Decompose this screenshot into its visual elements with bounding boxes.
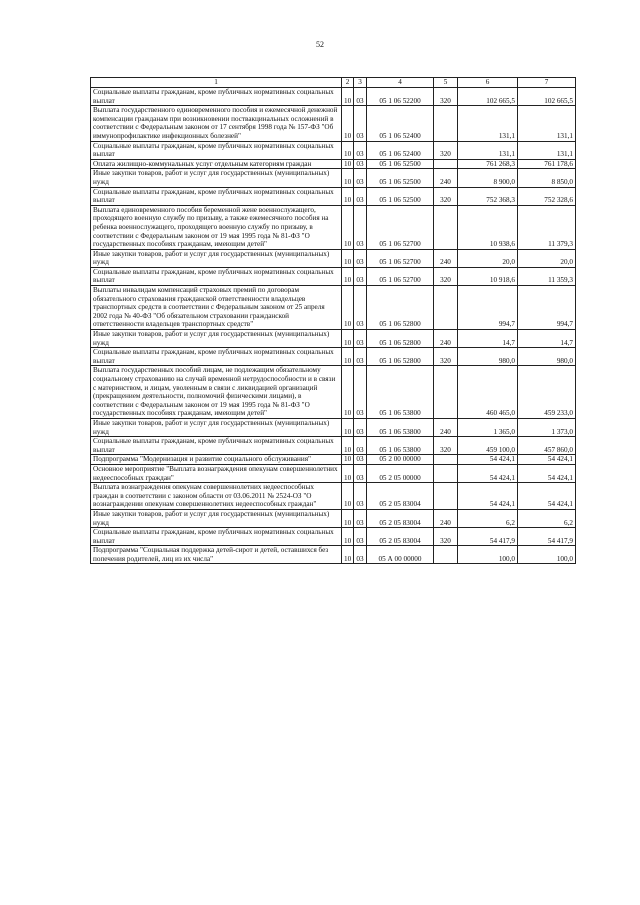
row-sum-year-2-cell: 102 665,5 xyxy=(518,88,576,106)
row-target-code-cell: 05 1 06 52800 xyxy=(367,330,434,348)
column-header-sum-year-2: 7 xyxy=(518,78,576,88)
row-section-cell: 10 xyxy=(342,169,354,187)
row-name-cell: Подпрограмма "Модернизация и развитие социального обслуживания" xyxy=(91,455,342,465)
row-sum-year-1-cell: 10 938,6 xyxy=(458,205,518,249)
row-section-cell: 10 xyxy=(342,159,354,169)
table-row xyxy=(91,141,576,159)
row-sum-year-1-cell: 994,7 xyxy=(458,286,518,330)
column-header-sum-year-1: 6 xyxy=(458,78,518,88)
table-row xyxy=(91,88,576,106)
row-sum-year-1-cell: 100,0 xyxy=(458,546,518,564)
row-name-cell: Подпрограмма "Социальная поддержка детей-сирот и детей, оставшихся без попечения родителей, лиц из их числа" xyxy=(91,546,342,564)
row-subsection-cell: 03 xyxy=(354,528,367,546)
row-name-cell: Выплата единовременного пособия беременной жене военнослужащего, проходящего военную службу по призыву, а также ежемесячного пособия на ребенка военнослужащего, проходящего военную службу по призыву, в соответствии с Федеральным законом от 19 мая 1995 года № 81-ФЗ "О государственных пособиях гражданам, имеющим детей" xyxy=(91,205,342,249)
row-target-code-cell: 05 1 06 52200 xyxy=(367,88,434,106)
row-sum-year-2-cell: 54 424,1 xyxy=(518,455,576,465)
table-row xyxy=(91,528,576,546)
table-row xyxy=(91,159,576,169)
row-expense-type-cell xyxy=(434,159,458,169)
row-subsection-cell: 03 xyxy=(354,187,367,205)
row-target-code-cell: 05 1 06 52700 xyxy=(367,205,434,249)
table-row xyxy=(91,509,576,527)
row-sum-year-1-cell: 980,0 xyxy=(458,348,518,366)
table-row xyxy=(91,169,576,187)
row-target-code-cell: 05 1 06 52800 xyxy=(367,286,434,330)
row-name-cell: Иные закупки товаров, работ и услуг для государственных (муниципальных) нужд xyxy=(91,418,342,436)
row-subsection-cell: 03 xyxy=(354,546,367,564)
row-sum-year-1-cell: 54 424,1 xyxy=(458,464,518,482)
row-target-code-cell: 05 2 05 00000 xyxy=(367,464,434,482)
row-sum-year-1-cell: 54 424,1 xyxy=(458,483,518,510)
row-expense-type-cell xyxy=(434,205,458,249)
row-expense-type-cell xyxy=(434,546,458,564)
row-target-code-cell: 05 1 06 52700 xyxy=(367,267,434,285)
table-row xyxy=(91,418,576,436)
row-expense-type-cell: 240 xyxy=(434,249,458,267)
row-target-code-cell: 05 1 06 52400 xyxy=(367,141,434,159)
row-sum-year-2-cell: 54 424,1 xyxy=(518,483,576,510)
row-target-code-cell: 05 1 06 52500 xyxy=(367,187,434,205)
row-sum-year-1-cell: 131,1 xyxy=(458,106,518,141)
row-subsection-cell: 03 xyxy=(354,437,367,455)
row-name-cell: Иные закупки товаров, работ и услуг для государственных (муниципальных) нужд xyxy=(91,330,342,348)
row-target-code-cell: 05 1 06 53800 xyxy=(367,437,434,455)
row-sum-year-1-cell: 10 918,6 xyxy=(458,267,518,285)
row-target-code-cell: 05 1 06 52700 xyxy=(367,249,434,267)
row-target-code-cell: 05 2 05 83004 xyxy=(367,483,434,510)
row-sum-year-1-cell: 1 365,0 xyxy=(458,418,518,436)
row-section-cell: 10 xyxy=(342,546,354,564)
table-row xyxy=(91,546,576,564)
row-expense-type-cell xyxy=(434,106,458,141)
row-section-cell: 10 xyxy=(342,464,354,482)
row-name-cell: Выплата государственных пособий лицам, не подлежащим обязательному социальному страхованию на случай временной нетрудоспособности и в связи с материнством, и лицам, уволенным в связи с ликвидацией организаций (прекращением деятельности, полномочий физическими лицами), в соответствии с Федеральным законом от 19 мая 1995 года № 81-ФЗ "О государственных пособиях гражданам, имеющим детей" xyxy=(91,366,342,419)
row-sum-year-2-cell: 54 417,9 xyxy=(518,528,576,546)
row-subsection-cell: 03 xyxy=(354,267,367,285)
row-section-cell: 10 xyxy=(342,88,354,106)
row-expense-type-cell: 320 xyxy=(434,88,458,106)
row-sum-year-2-cell: 131,1 xyxy=(518,106,576,141)
row-sum-year-2-cell: 752 328,6 xyxy=(518,187,576,205)
table-row xyxy=(91,106,576,141)
row-name-cell: Социальные выплаты гражданам, кроме публичных нормативных социальных выплат xyxy=(91,437,342,455)
row-name-cell: Социальные выплаты гражданам, кроме публичных нормативных социальных выплат xyxy=(91,187,342,205)
row-sum-year-2-cell: 994,7 xyxy=(518,286,576,330)
row-expense-type-cell xyxy=(434,483,458,510)
row-sum-year-1-cell: 761 268,3 xyxy=(458,159,518,169)
row-sum-year-1-cell: 54 424,1 xyxy=(458,455,518,465)
row-subsection-cell: 03 xyxy=(354,141,367,159)
row-subsection-cell: 03 xyxy=(354,455,367,465)
column-header-subsection: 3 xyxy=(354,78,367,88)
row-target-code-cell: 05 1 06 52400 xyxy=(367,106,434,141)
table-row xyxy=(91,366,576,419)
row-subsection-cell: 03 xyxy=(354,366,367,419)
row-name-cell: Социальные выплаты гражданам, кроме публичных нормативных социальных выплат xyxy=(91,88,342,106)
row-name-cell: Выплаты инвалидам компенсаций страховых премий по договорам обязательного страхования гражданской ответственности владельцев транспортных средств в соответствии с Федеральным законом от 25 апреля 2002 года № 40-ФЗ "Об обязательном страховании гражданской ответственности владельцев транспортных средств" xyxy=(91,286,342,330)
row-subsection-cell: 03 xyxy=(354,88,367,106)
row-section-cell: 10 xyxy=(342,348,354,366)
row-sum-year-2-cell: 131,1 xyxy=(518,141,576,159)
row-sum-year-2-cell: 459 233,0 xyxy=(518,366,576,419)
row-sum-year-2-cell: 6,2 xyxy=(518,509,576,527)
row-section-cell: 10 xyxy=(342,205,354,249)
row-subsection-cell: 03 xyxy=(354,286,367,330)
row-subsection-cell: 03 xyxy=(354,106,367,141)
row-name-cell: Выплата государственного единовременного пособия и ежемесячной денежной компенсации гражданам при возникновении поствакцинальных осложнений в соответствии с Федеральным законом от 17 сентября 1998 года № 157-ФЗ "Об иммунопрофилактике инфекционных болезней" xyxy=(91,106,342,141)
row-section-cell: 10 xyxy=(342,528,354,546)
row-subsection-cell: 03 xyxy=(354,464,367,482)
row-subsection-cell: 03 xyxy=(354,509,367,527)
row-section-cell: 10 xyxy=(342,330,354,348)
row-sum-year-2-cell: 11 359,3 xyxy=(518,267,576,285)
row-section-cell: 10 xyxy=(342,437,354,455)
row-target-code-cell: 05 А 00 00000 xyxy=(367,546,434,564)
row-sum-year-2-cell: 100,0 xyxy=(518,546,576,564)
table-row xyxy=(91,249,576,267)
row-sum-year-2-cell: 14,7 xyxy=(518,330,576,348)
row-section-cell: 10 xyxy=(342,187,354,205)
row-expense-type-cell: 240 xyxy=(434,169,458,187)
table-row xyxy=(91,455,576,465)
row-target-code-cell: 05 1 06 52500 xyxy=(367,159,434,169)
row-expense-type-cell: 320 xyxy=(434,267,458,285)
row-sum-year-1-cell: 131,1 xyxy=(458,141,518,159)
row-name-cell: Выплата вознаграждения опекунам совершеннолетних недееспособных граждан в соответствии с законом области от 03.06.2011 № 2524-ОЗ "О вознаграждении опекунам совершеннолетних недееспособных граждан" xyxy=(91,483,342,510)
row-section-cell: 10 xyxy=(342,141,354,159)
row-target-code-cell: 05 1 06 53800 xyxy=(367,366,434,419)
table-row xyxy=(91,464,576,482)
row-expense-type-cell: 320 xyxy=(434,348,458,366)
row-subsection-cell: 03 xyxy=(354,330,367,348)
row-expense-type-cell xyxy=(434,455,458,465)
row-name-cell: Иные закупки товаров, работ и услуг для государственных (муниципальных) нужд xyxy=(91,509,342,527)
row-section-cell: 10 xyxy=(342,418,354,436)
row-target-code-cell: 05 1 06 52800 xyxy=(367,348,434,366)
column-header-target-code: 4 xyxy=(367,78,434,88)
header-row xyxy=(91,78,576,88)
row-sum-year-1-cell: 6,2 xyxy=(458,509,518,527)
row-section-cell: 10 xyxy=(342,249,354,267)
row-expense-type-cell: 320 xyxy=(434,141,458,159)
row-section-cell: 10 xyxy=(342,366,354,419)
row-section-cell: 10 xyxy=(342,267,354,285)
table-row xyxy=(91,483,576,510)
row-subsection-cell: 03 xyxy=(354,483,367,510)
row-sum-year-1-cell: 20,0 xyxy=(458,249,518,267)
row-sum-year-1-cell: 459 100,0 xyxy=(458,437,518,455)
column-header-name: 1 xyxy=(91,78,342,88)
row-expense-type-cell: 320 xyxy=(434,437,458,455)
row-expense-type-cell: 320 xyxy=(434,187,458,205)
row-sum-year-2-cell: 980,0 xyxy=(518,348,576,366)
page-number: 52 xyxy=(316,40,324,49)
row-subsection-cell: 03 xyxy=(354,205,367,249)
row-name-cell: Социальные выплаты гражданам, кроме публичных нормативных социальных выплат xyxy=(91,267,342,285)
row-sum-year-2-cell: 1 373,0 xyxy=(518,418,576,436)
row-target-code-cell: 05 2 05 83004 xyxy=(367,509,434,527)
row-subsection-cell: 03 xyxy=(354,159,367,169)
row-name-cell: Оплата жилищно-коммунальных услуг отдельным категориям граждан xyxy=(91,159,342,169)
column-header-section: 2 xyxy=(342,78,354,88)
table-row xyxy=(91,205,576,249)
column-header-expense-type: 5 xyxy=(434,78,458,88)
row-expense-type-cell: 240 xyxy=(434,418,458,436)
row-target-code-cell: 05 1 06 53800 xyxy=(367,418,434,436)
row-sum-year-2-cell: 20,0 xyxy=(518,249,576,267)
row-name-cell: Основное мероприятие "Выплата вознаграждения опекунам совершеннолетних недееспособных граждан" xyxy=(91,464,342,482)
row-section-cell: 10 xyxy=(342,483,354,510)
row-expense-type-cell: 240 xyxy=(434,330,458,348)
table-row xyxy=(91,286,576,330)
row-target-code-cell: 05 2 05 83004 xyxy=(367,528,434,546)
row-sum-year-1-cell: 752 368,3 xyxy=(458,187,518,205)
row-expense-type-cell xyxy=(434,286,458,330)
row-expense-type-cell xyxy=(434,366,458,419)
row-sum-year-2-cell: 8 850,0 xyxy=(518,169,576,187)
row-name-cell: Социальные выплаты гражданам, кроме публичных нормативных социальных выплат xyxy=(91,348,342,366)
row-expense-type-cell: 320 xyxy=(434,528,458,546)
row-sum-year-2-cell: 11 379,3 xyxy=(518,205,576,249)
row-section-cell: 10 xyxy=(342,106,354,141)
row-expense-type-cell: 240 xyxy=(434,509,458,527)
table-row xyxy=(91,348,576,366)
row-subsection-cell: 03 xyxy=(354,249,367,267)
row-name-cell: Социальные выплаты гражданам, кроме публичных нормативных социальных выплат xyxy=(91,528,342,546)
budget-table xyxy=(90,77,576,564)
table-row xyxy=(91,267,576,285)
table-row xyxy=(91,187,576,205)
table-row xyxy=(91,437,576,455)
row-name-cell: Социальные выплаты гражданам, кроме публичных нормативных социальных выплат xyxy=(91,141,342,159)
row-target-code-cell: 05 1 06 52500 xyxy=(367,169,434,187)
table-row xyxy=(91,330,576,348)
row-expense-type-cell xyxy=(434,464,458,482)
row-subsection-cell: 03 xyxy=(354,169,367,187)
row-name-cell: Иные закупки товаров, работ и услуг для государственных (муниципальных) нужд xyxy=(91,169,342,187)
row-name-cell: Иные закупки товаров, работ и услуг для государственных (муниципальных) нужд xyxy=(91,249,342,267)
row-sum-year-1-cell: 8 900,0 xyxy=(458,169,518,187)
row-section-cell: 10 xyxy=(342,509,354,527)
row-sum-year-2-cell: 54 424,1 xyxy=(518,464,576,482)
row-sum-year-1-cell: 14,7 xyxy=(458,330,518,348)
row-sum-year-1-cell: 460 465,0 xyxy=(458,366,518,419)
row-sum-year-1-cell: 102 665,5 xyxy=(458,88,518,106)
row-sum-year-1-cell: 54 417,9 xyxy=(458,528,518,546)
row-subsection-cell: 03 xyxy=(354,348,367,366)
row-target-code-cell: 05 2 00 00000 xyxy=(367,455,434,465)
row-section-cell: 10 xyxy=(342,286,354,330)
row-subsection-cell: 03 xyxy=(354,418,367,436)
row-section-cell: 10 xyxy=(342,455,354,465)
row-sum-year-2-cell: 457 860,0 xyxy=(518,437,576,455)
row-sum-year-2-cell: 761 178,6 xyxy=(518,159,576,169)
